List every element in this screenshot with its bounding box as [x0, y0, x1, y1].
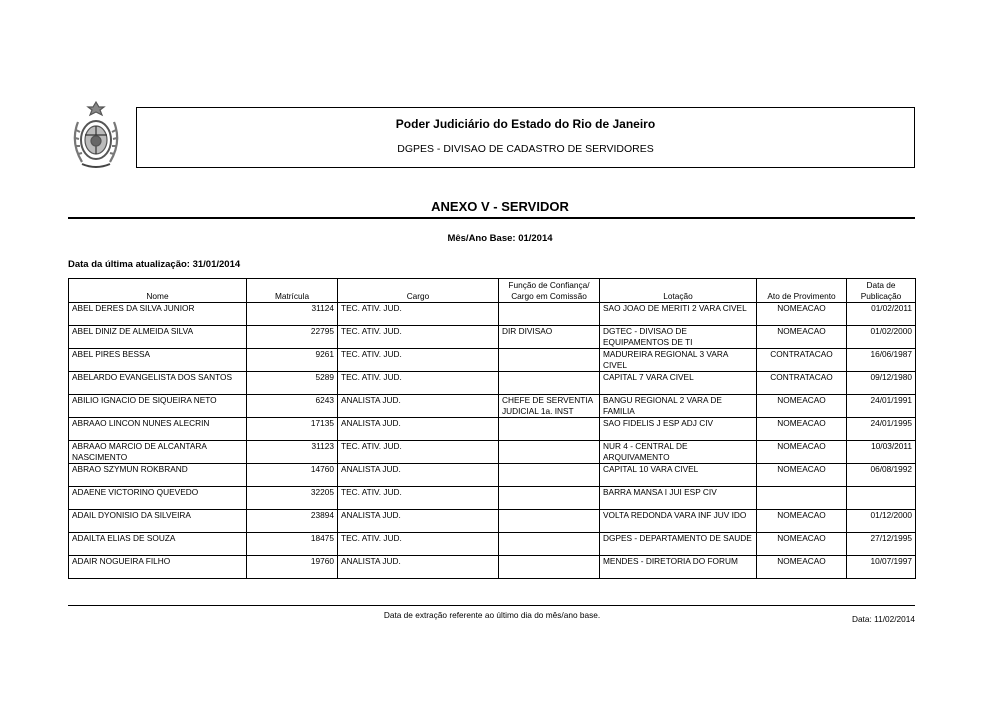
cell-commission — [499, 418, 600, 441]
footer-note: Data de extração referente ao último dia do mês/ano base. — [383, 610, 601, 620]
cell-appointment-act — [757, 487, 847, 510]
cell-assignment: SAO FIDELIS J ESP ADJ CIV — [600, 418, 757, 441]
table-row — [69, 395, 916, 418]
cell-registration: 32205 — [247, 487, 338, 510]
table-row — [69, 303, 916, 326]
cell-appointment-act: NOMEACAO — [757, 441, 847, 464]
cell-publication-date: 16/06/1987 — [847, 349, 916, 372]
cell-assignment: DGPES - DEPARTAMENTO DE SAUDE — [600, 533, 757, 556]
title-divider — [68, 217, 915, 219]
cell-appointment-act: NOMEACAO — [757, 418, 847, 441]
cell-commission — [499, 372, 600, 395]
cell-publication-date: 10/03/2011 — [847, 441, 916, 464]
cell-appointment-act: NOMEACAO — [757, 464, 847, 487]
cell-commission — [499, 441, 600, 464]
cell-registration: 18475 — [247, 533, 338, 556]
cell-commission — [499, 303, 600, 326]
table-row — [69, 556, 916, 579]
table-row — [69, 464, 916, 487]
cell-name: ABRAAO MARCIO DE ALCANTARA NASCIMENTO — [69, 441, 247, 464]
cell-registration: 14760 — [247, 464, 338, 487]
cell-commission — [499, 556, 600, 579]
org-subtitle: DGPES - DIVISAO DE CADASTRO DE SERVIDORES — [397, 143, 654, 155]
cell-registration: 22795 — [247, 326, 338, 349]
state-coat-of-arms-icon — [66, 100, 126, 172]
footer-divider — [68, 605, 915, 606]
footer-date: Data: 11/02/2014 — [851, 614, 915, 624]
cell-position: ANALISTA JUD. — [338, 418, 499, 441]
cell-position: ANALISTA JUD. — [338, 510, 499, 533]
cell-publication-date: 24/01/1991 — [847, 395, 916, 418]
cell-publication-date: 01/02/2000 — [847, 326, 916, 349]
cell-name: ABEL PIRES BESSA — [69, 349, 247, 372]
cell-position: ANALISTA JUD. — [338, 464, 499, 487]
cell-publication-date: 10/07/1997 — [847, 556, 916, 579]
cell-registration: 17135 — [247, 418, 338, 441]
cell-commission — [499, 464, 600, 487]
cell-assignment: BARRA MANSA I JUI ESP CIV — [600, 487, 757, 510]
document-title: ANEXO V - SERVIDOR — [431, 199, 569, 214]
column-header-assignment: Lotação — [600, 279, 757, 303]
cell-commission — [499, 349, 600, 372]
cell-name: ADAIL DYONISIO DA SILVEIRA — [69, 510, 247, 533]
cell-commission — [499, 533, 600, 556]
cell-registration: 31123 — [247, 441, 338, 464]
cell-publication-date: 01/02/2011 — [847, 303, 916, 326]
cell-registration: 6243 — [247, 395, 338, 418]
cell-assignment: BANGU REGIONAL 2 VARA DE FAMILIA — [600, 395, 757, 418]
org-title: Poder Judiciário do Estado do Rio de Janeiro — [395, 117, 656, 131]
cell-appointment-act: CONTRATACAO — [757, 372, 847, 395]
cell-name: ABEL DINIZ DE ALMEIDA SILVA — [69, 326, 247, 349]
cell-appointment-act: CONTRATACAO — [757, 349, 847, 372]
cell-position: TEC. ATIV. JUD. — [338, 349, 499, 372]
last-update-date: Data da última atualização: 31/01/2014 — [68, 259, 241, 270]
cell-name: ADAIR NOGUEIRA FILHO — [69, 556, 247, 579]
cell-appointment-act: NOMEACAO — [757, 303, 847, 326]
cell-position: ANALISTA JUD. — [338, 395, 499, 418]
cell-assignment: MENDES - DIRETORIA DO FORUM — [600, 556, 757, 579]
cell-name: ABRAO SZYMUN ROKBRAND — [69, 464, 247, 487]
cell-name: ABELARDO EVANGELISTA DOS SANTOS — [69, 372, 247, 395]
cell-registration: 9261 — [247, 349, 338, 372]
table-row — [69, 326, 916, 349]
cell-position: TEC. ATIV. JUD. — [338, 533, 499, 556]
cell-position: ANALISTA JUD. — [338, 556, 499, 579]
cell-appointment-act: NOMEACAO — [757, 395, 847, 418]
column-header-registration: Matrícula — [247, 279, 338, 303]
column-header-position: Cargo — [338, 279, 499, 303]
cell-assignment: MADUREIRA REGIONAL 3 VARA CIVEL — [600, 349, 757, 372]
cell-position: TEC. ATIV. JUD. — [338, 372, 499, 395]
cell-appointment-act: NOMEACAO — [757, 533, 847, 556]
cell-position: TEC. ATIV. JUD. — [338, 487, 499, 510]
cell-publication-date: 24/01/1995 — [847, 418, 916, 441]
cell-assignment: SAO JOAO DE MERITI 2 VARA CIVEL — [600, 303, 757, 326]
cell-registration: 31124 — [247, 303, 338, 326]
cell-registration: 5289 — [247, 372, 338, 395]
cell-assignment: CAPITAL 10 VARA CIVEL — [600, 464, 757, 487]
base-period: Mês/Ano Base: 01/2014 — [447, 233, 553, 244]
cell-name: ABRAAO LINCON NUNES ALECRIN — [69, 418, 247, 441]
cell-assignment: CAPITAL 7 VARA CIVEL — [600, 372, 757, 395]
employee-table — [68, 278, 916, 579]
column-header-commission: Função de Confiança/ Cargo em Comissão — [499, 279, 600, 303]
cell-assignment: NUR 4 - CENTRAL DE ARQUIVAMENTO — [600, 441, 757, 464]
cell-publication-date: 06/08/1992 — [847, 464, 916, 487]
header-box — [136, 107, 915, 168]
cell-name: ADAENE VICTORINO QUEVEDO — [69, 487, 247, 510]
table-row — [69, 372, 916, 395]
cell-position: TEC. ATIV. JUD. — [338, 326, 499, 349]
cell-publication-date: 27/12/1995 — [847, 533, 916, 556]
cell-name: ABILIO IGNACIO DE SIQUEIRA NETO — [69, 395, 247, 418]
cell-commission: CHEFE DE SERVENTIA JUDICIAL 1a. INST — [499, 395, 600, 418]
cell-publication-date: 01/12/2000 — [847, 510, 916, 533]
cell-publication-date: 09/12/1980 — [847, 372, 916, 395]
cell-commission — [499, 510, 600, 533]
table-row — [69, 487, 916, 510]
cell-name: ADAILTA ELIAS DE SOUZA — [69, 533, 247, 556]
table-row — [69, 533, 916, 556]
table-row — [69, 441, 916, 464]
table-row — [69, 510, 916, 533]
cell-position: TEC. ATIV. JUD. — [338, 441, 499, 464]
column-header-name: Nome — [69, 279, 247, 303]
cell-assignment: VOLTA REDONDA VARA INF JUV IDO — [600, 510, 757, 533]
table-row — [69, 418, 916, 441]
cell-name: ABEL DERES DA SILVA JUNIOR — [69, 303, 247, 326]
cell-publication-date — [847, 487, 916, 510]
cell-appointment-act: NOMEACAO — [757, 510, 847, 533]
cell-appointment-act: NOMEACAO — [757, 556, 847, 579]
cell-registration: 19760 — [247, 556, 338, 579]
cell-commission: DIR DIVISAO — [499, 326, 600, 349]
table-row — [69, 349, 916, 372]
cell-commission — [499, 487, 600, 510]
table-header-row — [69, 279, 916, 303]
cell-assignment: DGTEC - DIVISAO DE EQUIPAMENTOS DE TI — [600, 326, 757, 349]
column-header-publication-date: Data de Publicação — [847, 279, 916, 303]
cell-registration: 23894 — [247, 510, 338, 533]
cell-appointment-act: NOMEACAO — [757, 326, 847, 349]
cell-position: TEC. ATIV. JUD. — [338, 303, 499, 326]
column-header-appointment-act: Ato de Provimento — [757, 279, 847, 303]
